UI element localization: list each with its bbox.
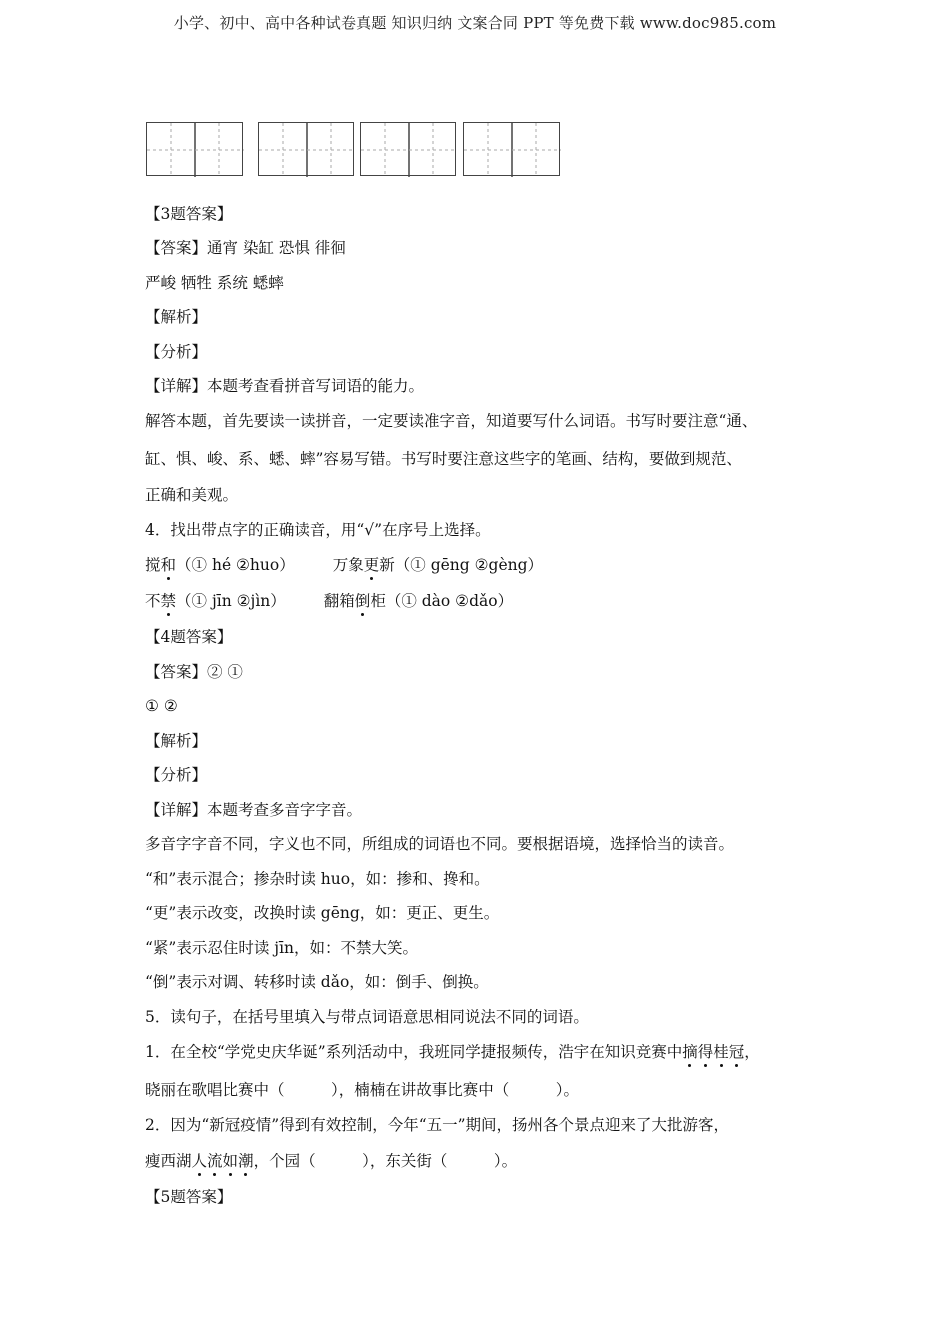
q3-answer-heading: 【3题答案】	[145, 205, 233, 223]
q4-row2	[145, 591, 513, 611]
dotted-char: 更	[363, 556, 380, 574]
options-2b: （① dào ②dǎo）	[385, 592, 514, 610]
dotted-char: 倒	[354, 592, 371, 610]
site-header: 小学、初中、高中各种试卷真题 知识归纳 文案合同 PPT 等免费下载 www.doc985.com	[173, 14, 777, 32]
q4-detail: 【详解】本题考查多音字字音。	[145, 801, 363, 819]
dotted-char: 和	[160, 556, 177, 574]
word-fanxiangdaogui: 翻箱倒柜	[323, 592, 386, 610]
dotted-char: 潮	[238, 1152, 254, 1170]
dotted-char: 桂	[713, 1043, 729, 1061]
dotted-char: 摘	[682, 1043, 698, 1061]
options-1b: （① gēng ②gèng）	[394, 556, 544, 574]
q3-answer-line2: 严峻 牺牲 系统 蟋蟀	[145, 274, 284, 292]
writing-grid-2[interactable]	[258, 122, 354, 176]
q5-sentence2-line1: 2．因为“新冠疫情”得到有效控制，今年“五一”期间，扬州各个景点迎来了大批游客，	[145, 1116, 730, 1134]
q4-fenxi-label: 【分析】	[145, 766, 208, 784]
detail-prefix: 【详解】	[145, 377, 208, 395]
q4-title: 4．找出带点字的正确读音，用“√”在序号上选择。	[145, 521, 491, 539]
dotted-char: 得	[697, 1043, 714, 1061]
dotted-char: 冠	[728, 1043, 745, 1061]
q5-sentence1-line1: 1．在全校“学党史庆华诞”系列活动中，我班同学捷报频传，浩宇在知识竞赛中摘得桂冠，	[145, 1043, 760, 1061]
q5-sentence1-line2[interactable]: 晓丽在歌唱比赛中（ ），楠楠在讲故事比赛中（ ）。	[145, 1081, 580, 1099]
dotted-char: 如	[222, 1152, 239, 1170]
q4-answer-line1: 【答案】② ①	[145, 663, 243, 681]
q4-analysis-label: 【解析】	[145, 732, 208, 750]
detail-text: 本题考查看拼音写词语的能力。	[207, 377, 425, 395]
dotted-char: 人	[191, 1152, 208, 1170]
answer-prefix: 【答案】	[145, 239, 208, 257]
q4-row1	[145, 555, 543, 575]
q4-explain-4: “紧”表示忍住时读 jīn，如：不禁大笑。	[145, 939, 419, 957]
q3-fenxi-label: 【分析】	[145, 343, 208, 361]
q3-explain-1: 解答本题，首先要读一读拼音，一定要读准字音，知道要写什么词语。书写时要注意“通、	[145, 412, 758, 430]
q3-explain-3: 正确和美观。	[145, 486, 239, 504]
q3-answer-line1	[145, 238, 346, 258]
writing-grid-3[interactable]	[360, 122, 456, 176]
q5-answer-heading: 【5题答案】	[145, 1188, 233, 1206]
q3-detail	[145, 376, 424, 396]
dotted-char: 禁	[160, 592, 177, 610]
word-jiaohe: 搅和	[145, 556, 177, 574]
word-bujin: 不禁	[145, 592, 177, 610]
q4-explain-2: “和”表示混合；掺杂时读 huo，如：掺和、搀和。	[145, 870, 490, 888]
q3-explain-2: 缸、惧、峻、系、蟋、蟀”容易写错。书写时要注意这些字的笔画、结构，要做到规范、	[145, 450, 742, 468]
writing-grid-4[interactable]	[463, 122, 560, 176]
dotted-char: 流	[207, 1152, 223, 1170]
q4-explain-3: “更”表示改变，改换时读 gēng，如：更正、更生。	[145, 904, 500, 922]
q5-sentence2-line2[interactable]: 瘦西湖人流如潮，个园（ ），东关街（ ）。	[145, 1152, 518, 1170]
q4-answer-line2: ① ②	[145, 697, 178, 715]
options-2a: （① jīn ②jìn）	[176, 592, 286, 610]
q5-title: 5．读句子，在括号里填入与带点词语意思相同说法不同的词语。	[145, 1008, 589, 1026]
answer-text: 通宵 染缸 恐惧 徘徊	[207, 239, 346, 257]
q3-analysis-label: 【解析】	[145, 308, 208, 326]
q4-answer-heading: 【4题答案】	[145, 628, 233, 646]
q4-explain-5: “倒”表示对调、转移时读 dǎo，如：倒手、倒换。	[145, 973, 489, 991]
word-wanxianggengxin: 万象更新	[332, 556, 395, 574]
writing-grid-1[interactable]	[146, 122, 243, 176]
options-1a: （① hé ②huo）	[176, 556, 295, 574]
q4-explain-1: 多音字字音不同，字义也不同，所组成的词语也不同。要根据语境，选择恰当的读音。	[145, 835, 735, 853]
